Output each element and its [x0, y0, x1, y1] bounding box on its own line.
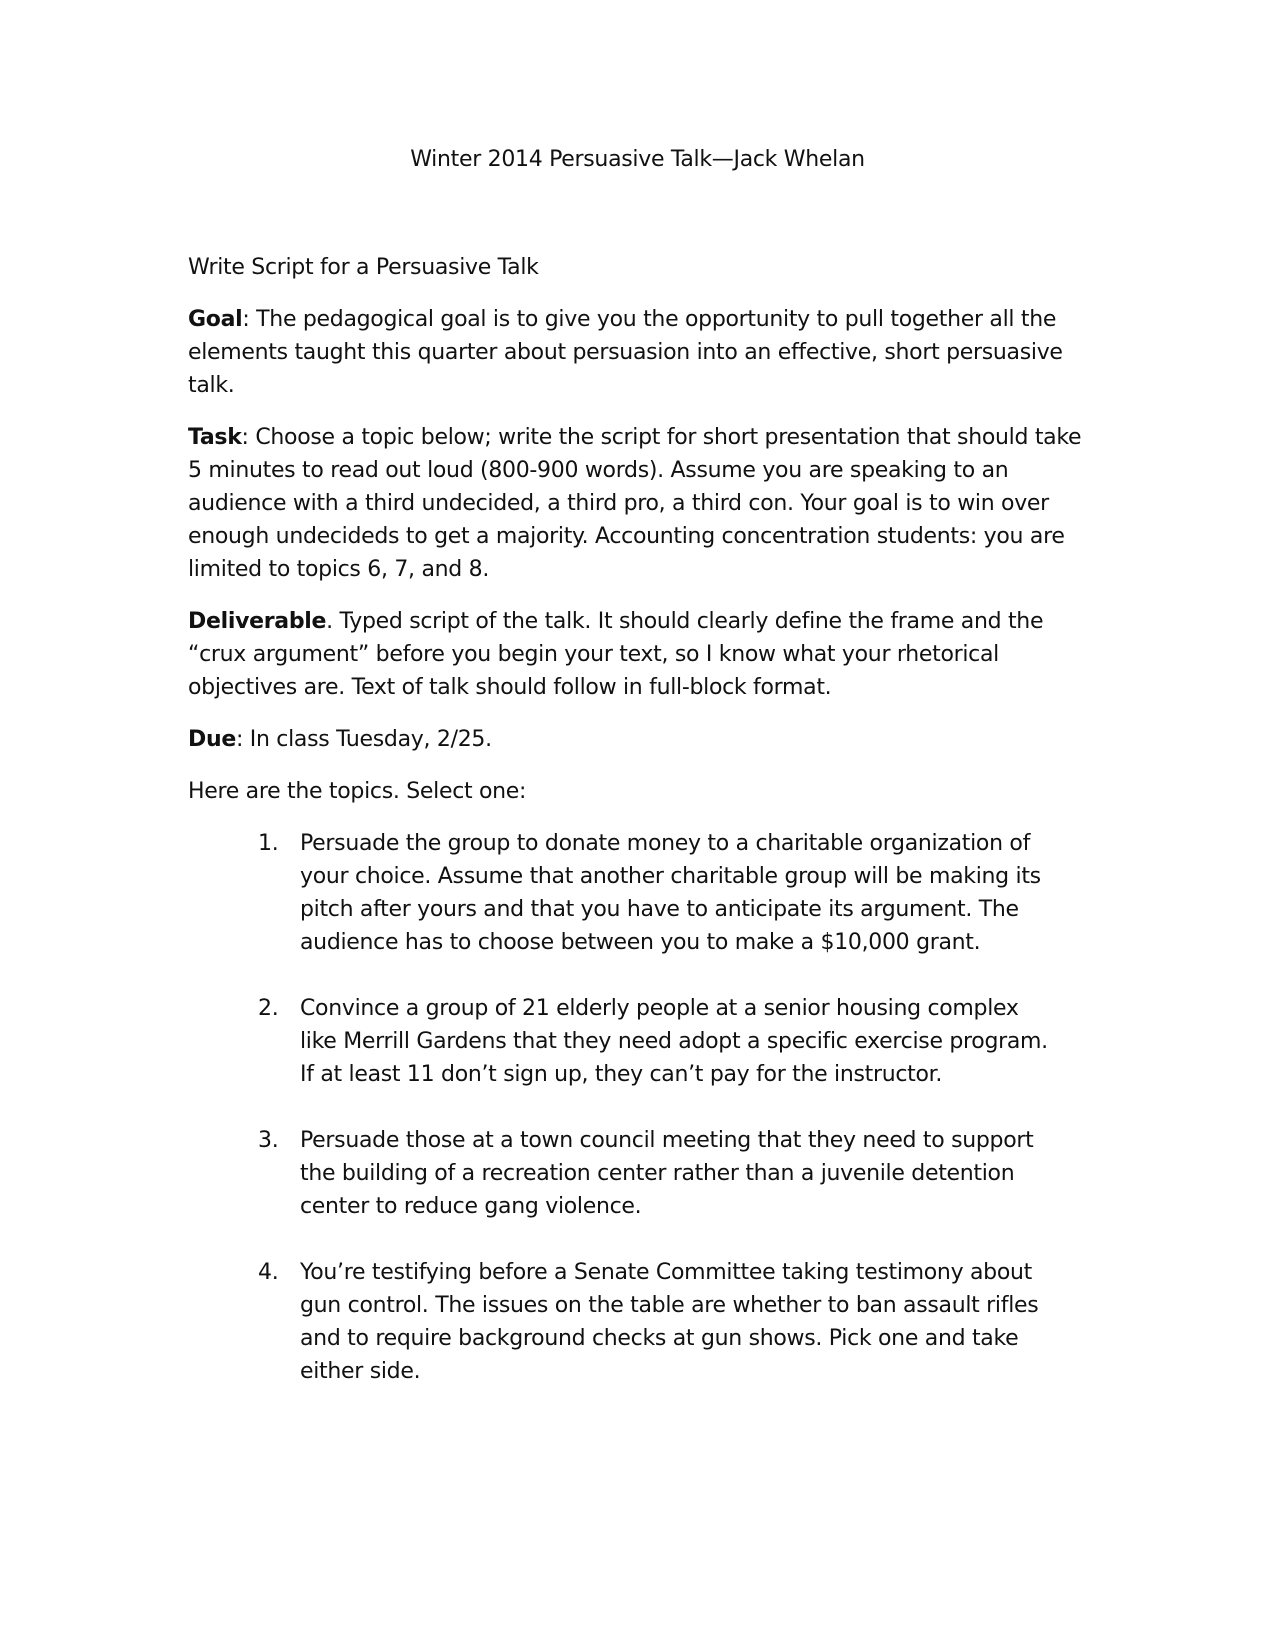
deliverable-label: Deliverable: [188, 609, 327, 634]
list-item-text: Convince a group of 21 elderly people at a senior housing complex like Merrill Gardens that they need adopt a specific exercise program. If at least 11 don’t sign up, they can’t pay for the instructor.: [300, 996, 1048, 1087]
due-paragraph: [188, 723, 1098, 756]
document-heading: Write Script for a Persuasive Talk: [188, 255, 539, 280]
list-item-number: 3.: [258, 1128, 279, 1153]
list-item: [258, 827, 1058, 959]
deliverable-text: . Typed script of the talk. It should clearly define the frame and the “crux argument” before you begin your text, so I know what your rhetorical objectives are. Text of talk should follow in full-block format.: [188, 609, 1044, 700]
goal-paragraph: [188, 303, 1098, 402]
list-item-text: You’re testifying before a Senate Committee taking testimony about gun control. The issues on the table are whether to ban assault rifles and to require background checks at gun shows. Pick one and take either side.: [300, 1260, 1039, 1384]
list-item-number: 1.: [258, 831, 279, 856]
list-item-number: 4.: [258, 1260, 279, 1285]
list-item: [258, 992, 1058, 1091]
document-body: [188, 251, 1098, 1421]
due-label: Due: [188, 727, 236, 752]
goal-label: Goal: [188, 307, 243, 332]
task-paragraph: [188, 421, 1098, 586]
list-item-text: Persuade the group to donate money to a charitable organization of your choice. Assume that another charitable group will be making its pitch after yours and that you have to anticipate its argument. The audience has to choose between you to make a $10,000 grant.: [300, 831, 1041, 955]
list-item-text: Persuade those at a town council meeting that they need to support the building of a recreation center rather than a juvenile detention center to reduce gang violence.: [300, 1128, 1034, 1219]
deliverable-paragraph: [188, 605, 1098, 704]
topics-list: [258, 827, 1058, 1388]
task-text: : Choose a topic below; write the script for short presentation that should take 5 minutes to read out loud (800-900 words). Assume you are speaking to an audience with a third undecided, a third pro, a third con. Your goal is to win over enough undecideds to get a majority. Accounting concentration students: you are limited to topics 6, 7, and 8.: [188, 425, 1082, 582]
list-item: [258, 1256, 1058, 1388]
due-text: : In class Tuesday, 2/25.: [235, 727, 492, 752]
goal-text: : The pedagogical goal is to give you the opportunity to pull together all the elements taught this quarter about persuasion into an effective, short persuasive talk.: [188, 307, 1063, 398]
list-item: [258, 1124, 1058, 1223]
document-title: Winter 2014 Persuasive Talk—Jack Whelan: [410, 147, 865, 172]
topics-intro: Here are the topics. Select one:: [188, 779, 527, 804]
task-label: Task: [188, 425, 242, 450]
list-item-number: 2.: [258, 996, 279, 1021]
